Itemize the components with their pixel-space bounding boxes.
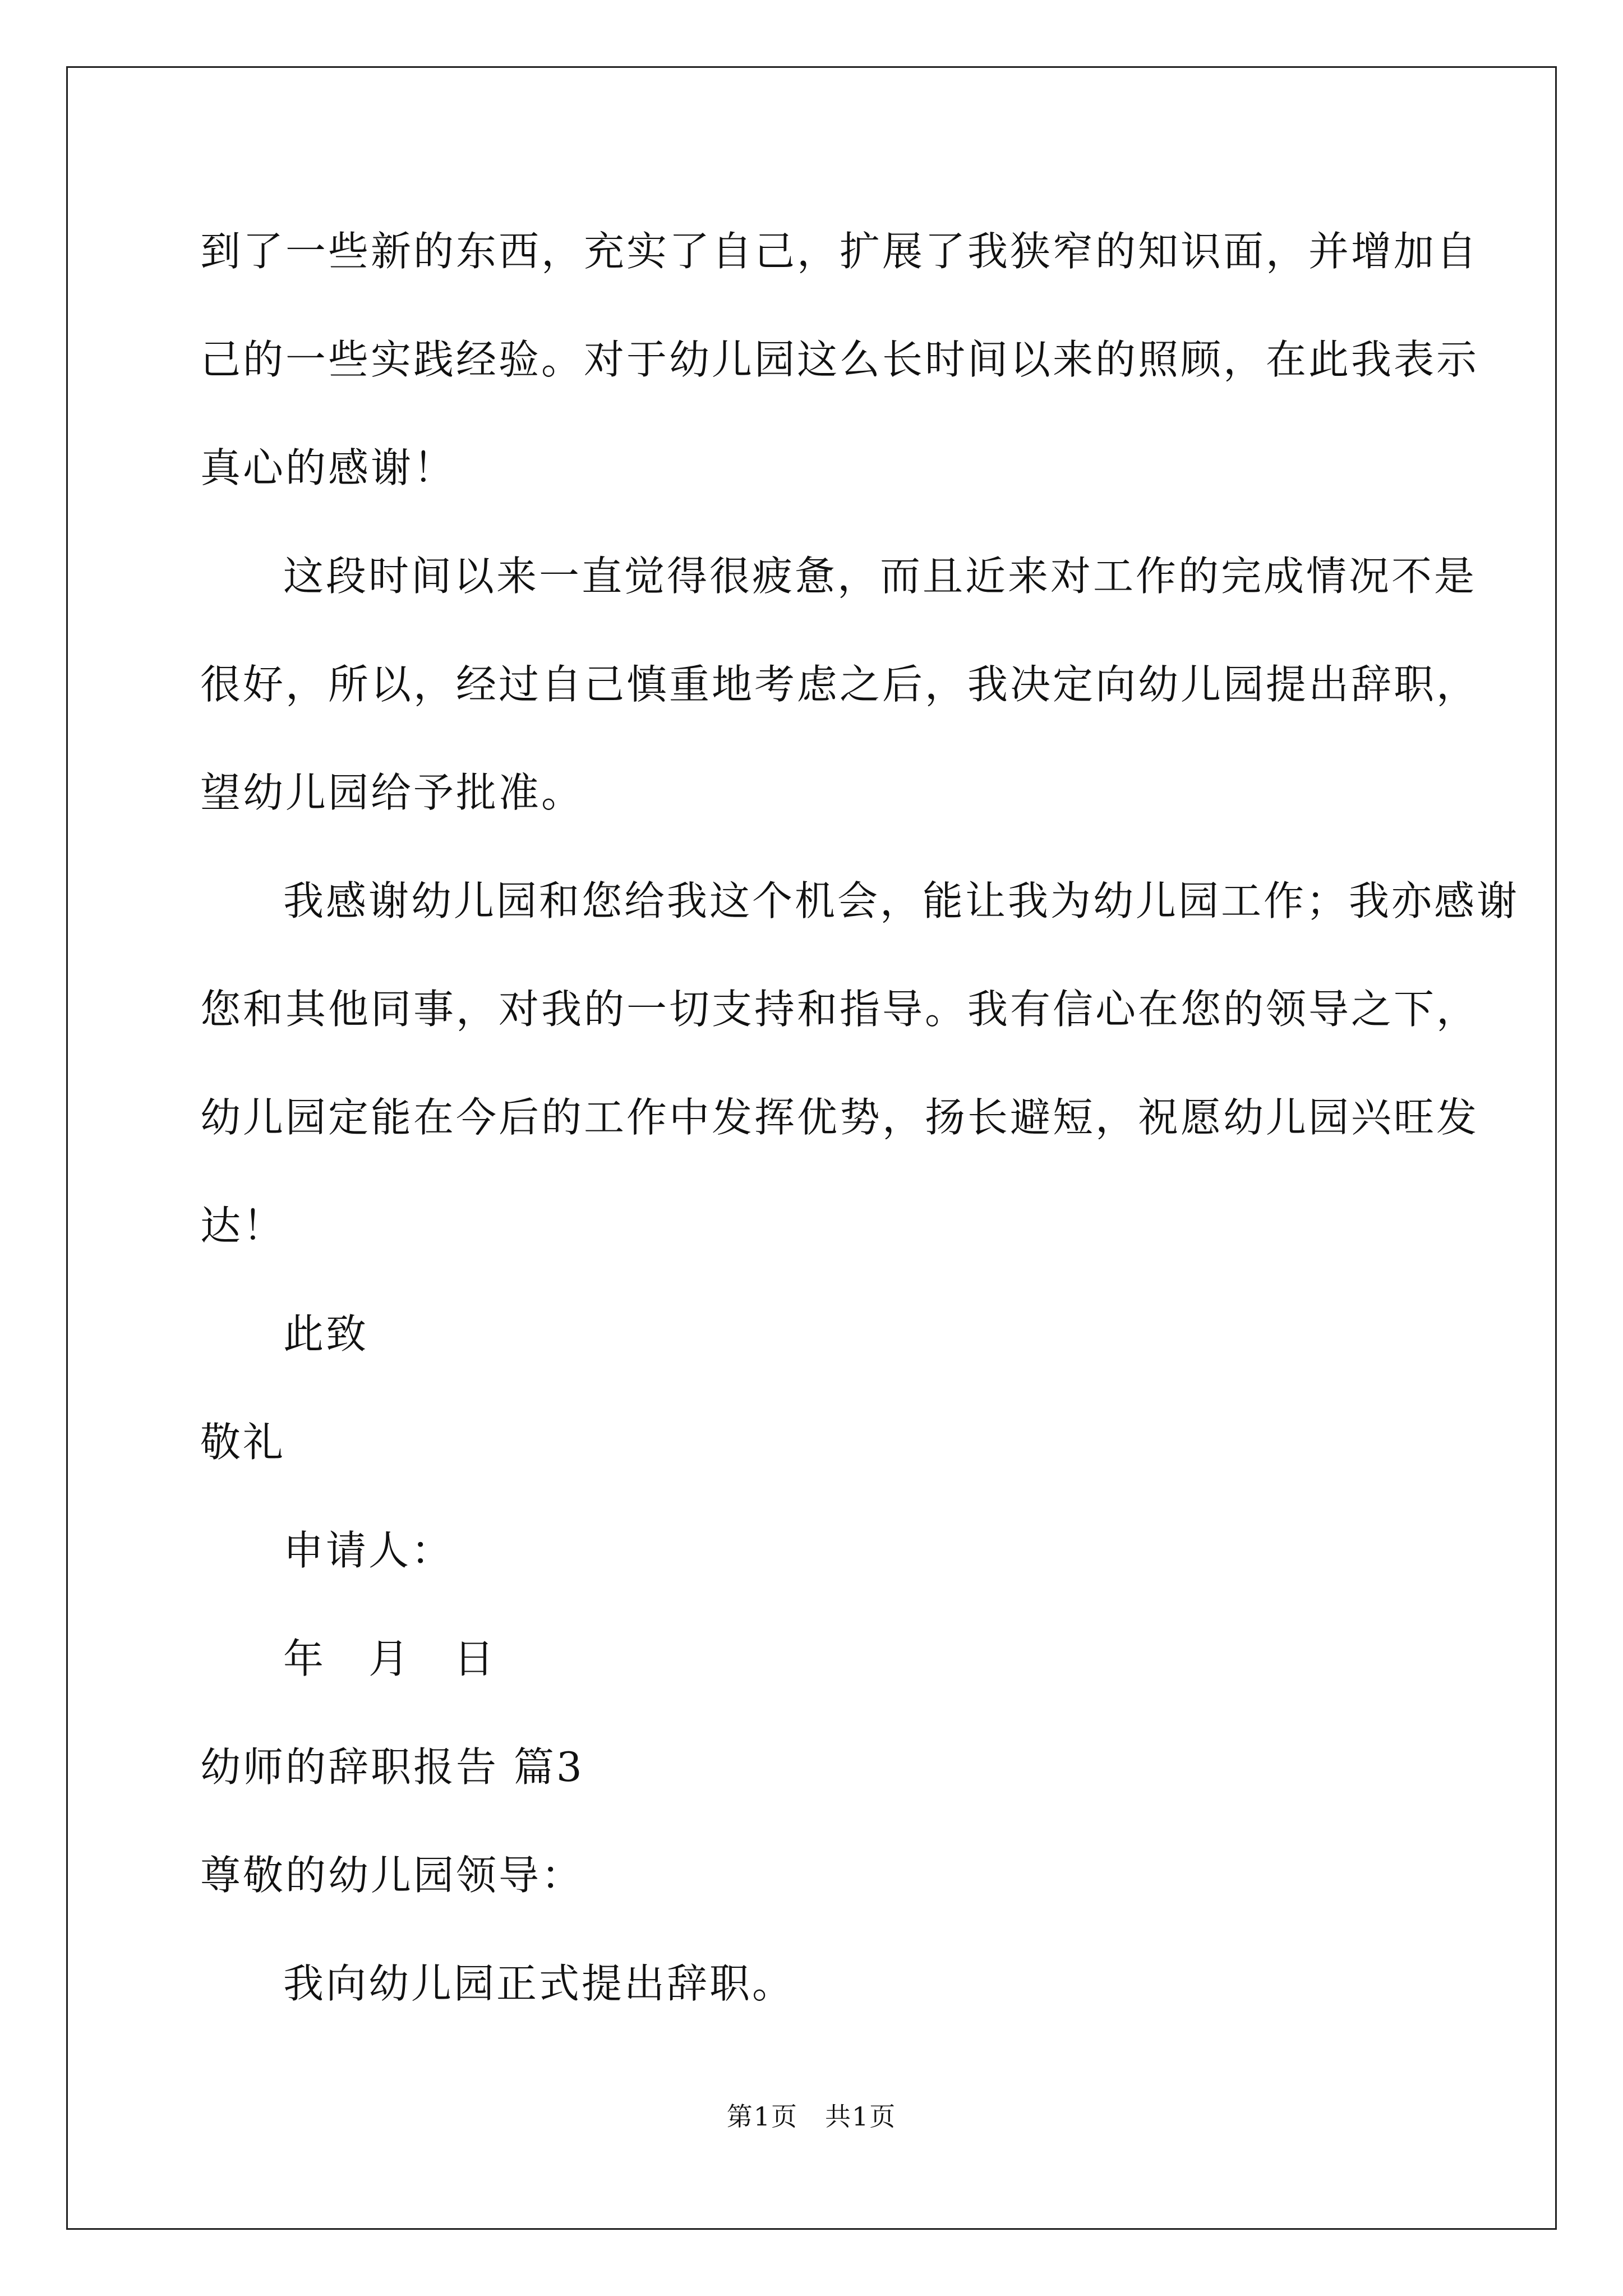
paragraph-start-line: 我感谢幼儿园和您给我这个机会，能让我为幼儿园工作；我亦感谢: [283, 877, 1520, 924]
text-line: 到了一些新的东西，充实了自己，扩展了我狭窄的知识面，并增加自: [200, 228, 1479, 275]
text-line: 很好，所以，经过自己慎重地考虑之后，我决定向幼儿园提出辞职，: [200, 661, 1479, 708]
text-line: 望幼儿园给予批准。: [200, 769, 584, 816]
text-line: 己的一些实践经验。对于幼儿园这么长时间以来的照顾，在此我表示: [200, 336, 1479, 383]
text-line: 我向幼儿园正式提出辞职。: [283, 1960, 795, 2007]
page-footer: 第1页 共1页: [726, 2101, 897, 2132]
text-line: 幼儿园定能在今后的工作中发挥优势，扬长避短，祝愿幼儿园兴旺发: [200, 1094, 1479, 1141]
section-heading: 幼师的辞职报告 篇3: [200, 1743, 584, 1791]
paragraph-start-line: 这段时间以来一直觉得很疲惫，而且近来对工作的完成情况不是: [283, 553, 1477, 600]
text-line: 真心的感谢！: [200, 444, 457, 491]
closing-salutation: 此致: [283, 1310, 369, 1358]
text-line: 您和其他同事，对我的一切支持和指导。我有信心在您的领导之下，: [200, 986, 1479, 1033]
text-line: 达！: [200, 1202, 286, 1249]
applicant-label: 申请人：: [283, 1527, 454, 1574]
date-line: 年 月 日: [283, 1635, 497, 1682]
closing-regards: 敬礼: [200, 1419, 286, 1466]
greeting-line: 尊敬的幼儿园领导：: [200, 1852, 584, 1899]
